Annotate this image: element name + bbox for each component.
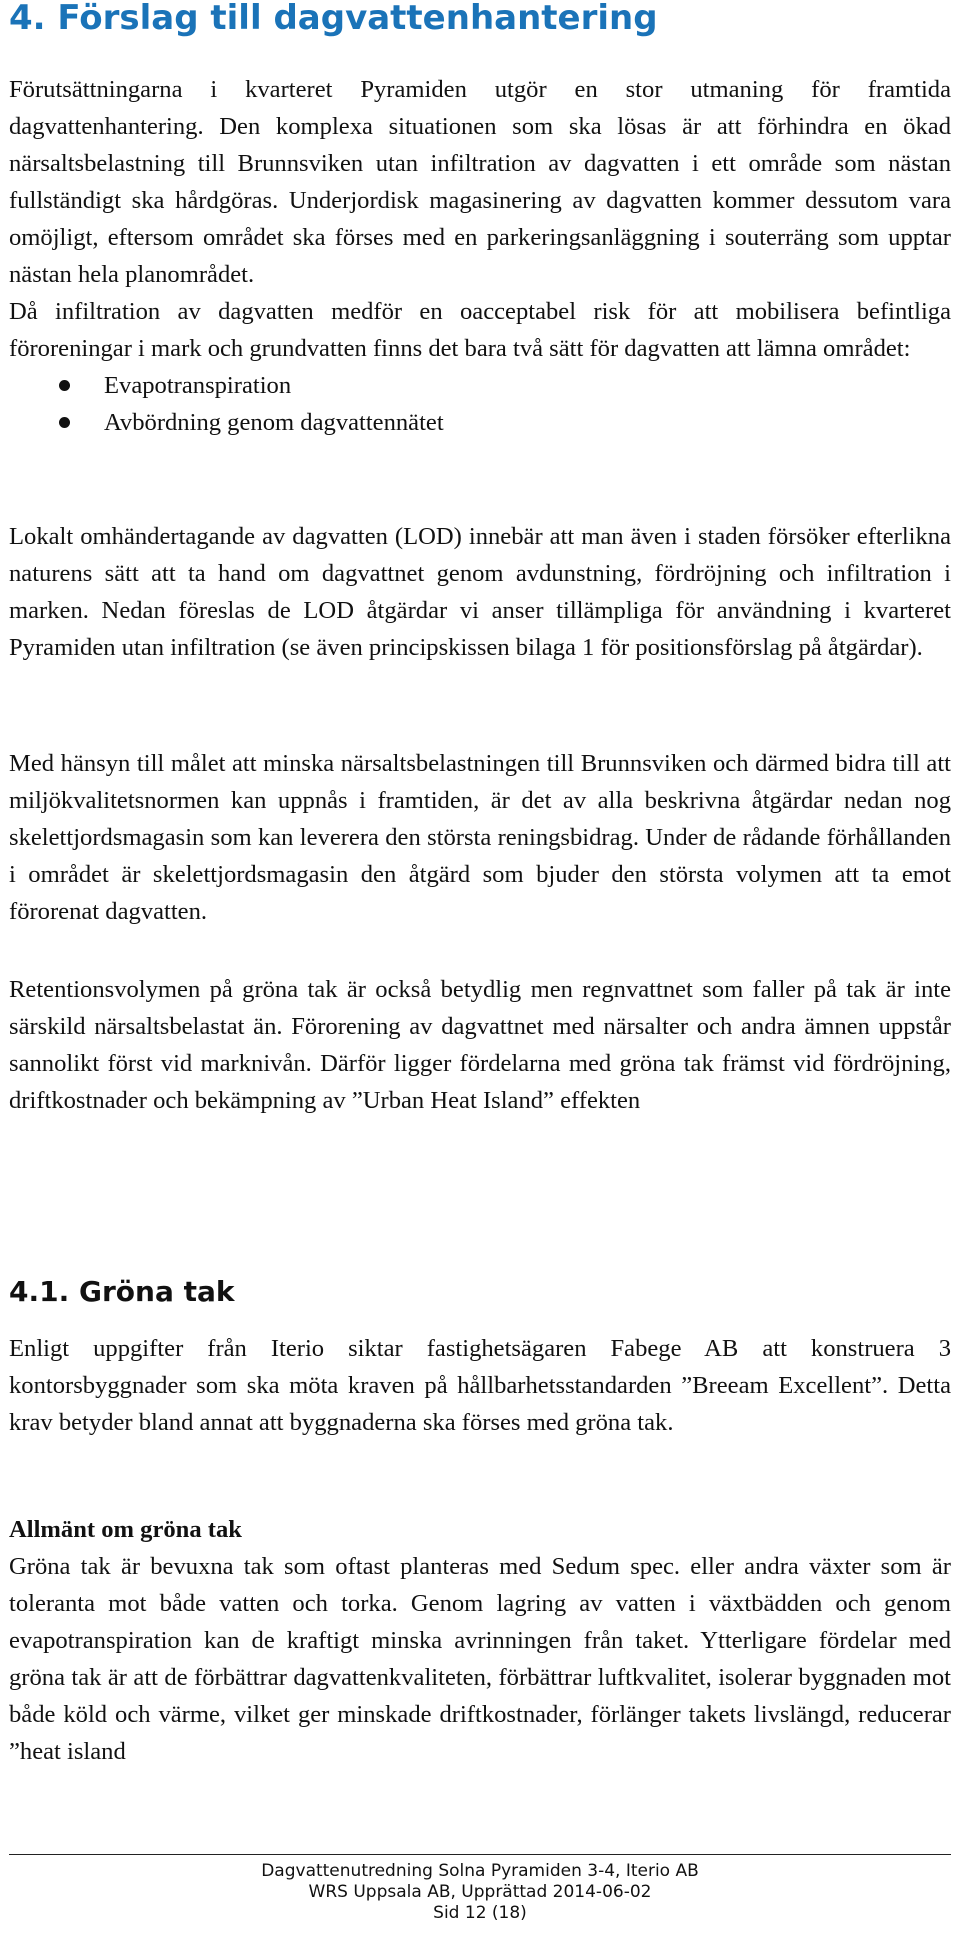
- list-item-label: Avbördning genom dagvattennätet: [104, 409, 444, 436]
- bullet-icon: [59, 417, 70, 428]
- paragraph-skelettjord: Med hänsyn till målet att minska närsaltsbelastningen till Brunnsviken och därmed bidra till att miljökvalitetsnormen kan uppnås i framtiden, är det av alla beskrivna åtgärdar nedan nog skelettjordsmagasin som kan leverera den största reningsbidrag. Under de rådande förhållanden i området är skelettjordsmagasin den åtgärd som bjuder den största volymen att ta emot förorenat dagvatten.: [9, 750, 951, 925]
- subsection-heading: 4.1. Gröna tak: [9, 1275, 235, 1308]
- footer-document-title: Dagvattenutredning Solna Pyramiden 3-4, Iterio AB: [261, 1861, 699, 1881]
- document-page: [9, 0, 951, 1937]
- paragraph-lod: Lokalt omhändertagande av dagvatten (LOD) innebär att man även i staden försöker efterlikna naturens sätt att ta hand om dagvattnet genom avdunstning, fördröjning och infiltration i marken. Nedan föreslas de LOD åtgärdar vi anser tillämpliga för användning i kvarteret Pyramiden utan infiltration (se även principskissen bilaga 1 för positionsförslag på åtgärdar).: [9, 523, 951, 661]
- page-footer: [9, 1854, 951, 1924]
- grona-tak-block: [9, 1330, 951, 1441]
- list-item: [9, 404, 951, 441]
- paragraph-retention: Retentionsvolymen på gröna tak är också betydlig men regnvattnet som faller på tak är inte särskild närsaltsbelastat än. Förorening av dagvattnet med närsalter och andra ämnen uppstår sannolikt först vid marknivån. Därför ligger fördelarna med gröna tak främst vid fördröjning, driftkostnader och bekämpning av ”Urban Heat Island” effekten: [9, 976, 951, 1114]
- bullet-list: [9, 367, 951, 441]
- bold-heading: Allmänt om gröna tak: [9, 1516, 242, 1543]
- list-item-label: Evapotranspiration: [104, 372, 292, 399]
- paragraph-infiltration: Då infiltration av dagvatten medför en oacceptabel risk för att mobilisera befintliga föroreningar i mark och grundvatten finns det bara två sätt för dagvatten att lämna området:: [9, 298, 951, 362]
- paragraph-intro: Förutsättningarna i kvarteret Pyramiden utgör en stor utmaning för framtida dagvattenhantering. Den komplexa situationen som ska lösas är att förhindra en ökad närsaltsbelastning till Brunnsviken utan infiltration av dagvatten i ett område som nästan fullständigt ska hårdgöras. Underjordisk magasinering av dagvatten kommer dessutom vara omöjligt, eftersom området ska förses med en parkeringsanläggning i souterräng som upptar nästan hela planområdet.: [9, 76, 951, 288]
- lod-block: [9, 518, 951, 666]
- retention-block: [9, 971, 951, 1119]
- intro-paragraphs: [9, 71, 951, 441]
- section-heading: 4. Förslag till dagvattenhantering: [9, 0, 658, 38]
- allmant-block: [9, 1511, 951, 1770]
- skelettjord-block: [9, 745, 951, 930]
- paragraph-fabege: Enligt uppgifter från Iterio siktar fastighetsägaren Fabege AB att konstruera 3 kontorsbyggnader som ska möta kraven på hållbarhetsstandarden ”Breeam Excellent”. Detta krav betyder bland annat att byggnaderna ska förses med gröna tak.: [9, 1335, 951, 1436]
- footer-company-date: WRS Uppsala AB, Upprättad 2014-06-02: [308, 1882, 652, 1902]
- paragraph-allmant: Gröna tak är bevuxna tak som oftast planteras med Sedum spec. eller andra växter som är toleranta mot både vatten och torka. Genom lagring av vatten i växtbädden och genom evapotranspiration kan de kraftigt minska avrinningen från taket. Ytterligare fördelar med gröna tak är att de förbättrar dagvattenkvaliteten, förbättrar luftkvalitet, isolerar byggnaden mot både köld och värme, vilket ger minskade driftkostnader, förlänger takets livslängd, reducerar ”heat island: [9, 1553, 951, 1765]
- list-item: [9, 367, 951, 404]
- footer-divider: [9, 1854, 951, 1855]
- bullet-icon: [59, 380, 70, 391]
- footer-page-number: Sid 12 (18): [433, 1903, 527, 1923]
